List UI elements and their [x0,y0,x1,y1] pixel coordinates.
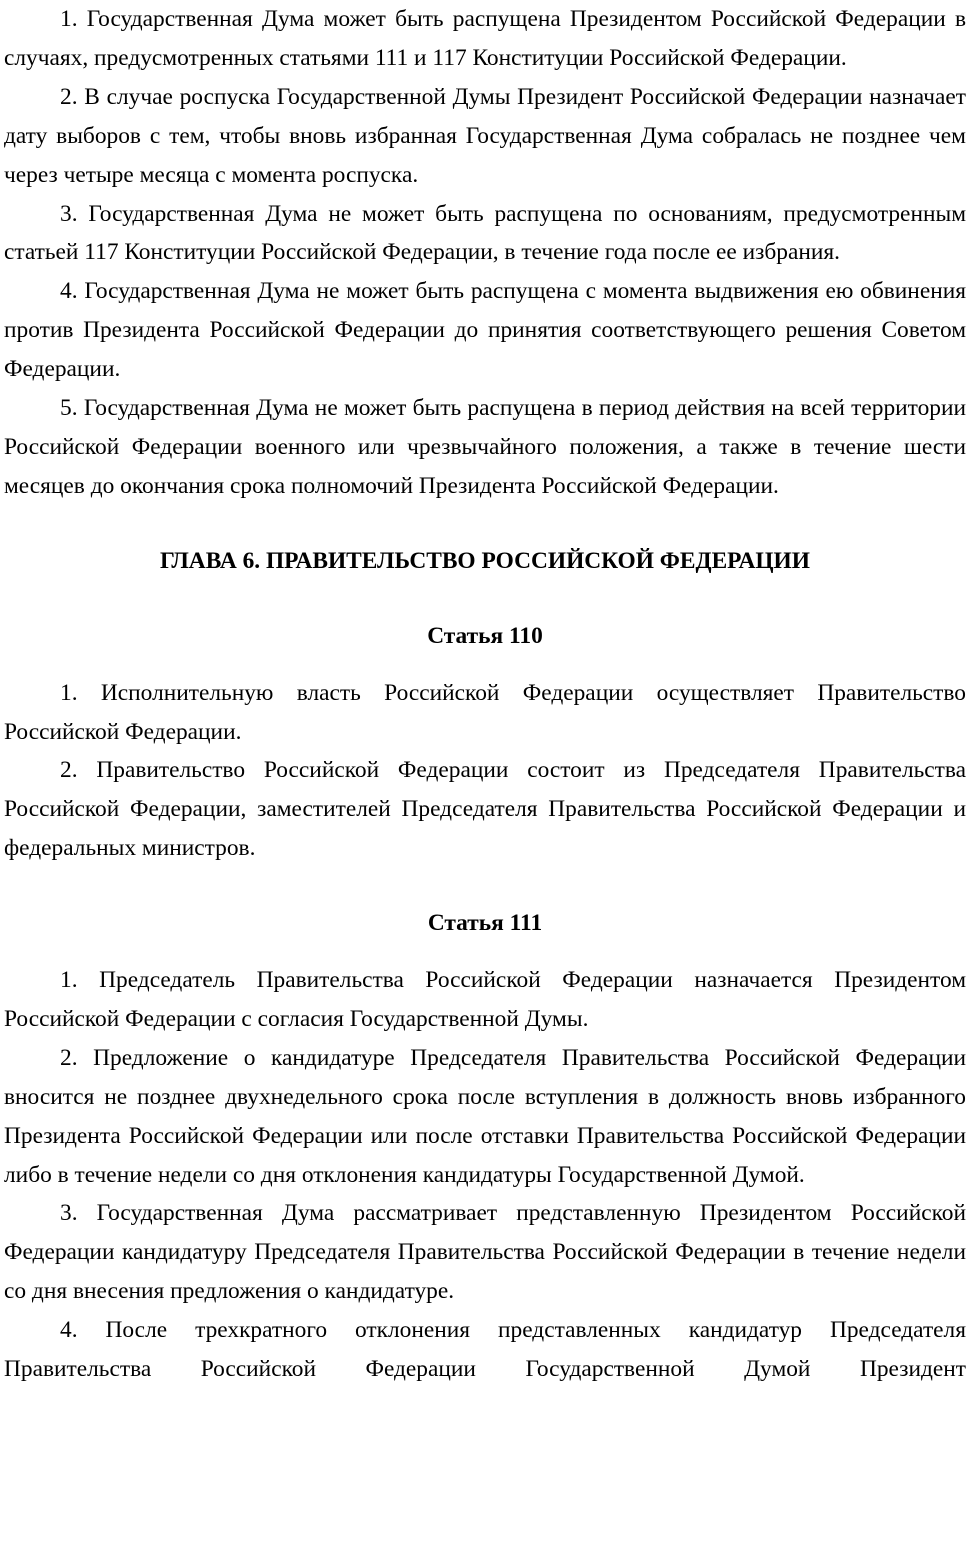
document-page [4,0,966,1389]
spacer [4,868,966,904]
article-110-paragraph-1: 1. Исполнительную власть Российской Федерации осуществляет Правительство Российской Федерации. [4,679,966,745]
chapter-heading: ГЛАВА 6. ПРАВИТЕЛЬСТВО РОССИЙСКОЙ ФЕДЕРАЦИИ [160,547,810,574]
article-111-paragraph-1: 1. Председатель Правительства Российской Федерации назначается Президентом Российской Федерации с согласия Государственной Думы. [4,967,966,1032]
article-110-paragraph-2: 2. Правительство Российской Федерации состоит из Председателя Правительства Российской Федерации, заместителей Председателя Правительства Российской Федерации и федеральных министров. [4,757,966,862]
article-111-paragraph-3: 3. Государственная Дума рассматривает представленную Президентом Российской Федерации кандидатуру Председателя Правительства Российской Федерации в течение недели со дня внесения предложения о кандидатуре. [4,1200,966,1305]
article-110-heading: Статья 110 [427,622,543,649]
spacer [4,943,966,961]
paragraph-item-5: 5. Государственная Дума не может быть распущена в период действия на всей территории Российской Федерации военного или чрезвычайного положения, а также в течение шести месяцев до окончания срока полномочий Президента Российской Федерации. [4,395,966,499]
paragraph-item-4: 4. Государственная Дума не может быть распущена с момента выдвижения ею обвинения против Президента Российской Федерации до принятия соответствующего решения Советом Федерации. [4,278,966,383]
spacer [4,506,966,542]
paragraph-item-2: 2. В случае роспуска Государственной Думы Президент Российской Федерации назначает дату выборов с тем, чтобы вновь избранная Государственная Дума собралась не позднее чем через четыре месяца с момента роспуска. [4,83,966,188]
spacer [4,656,966,674]
article-111-paragraph-4: 4. После трехкратного отклонения представленных кандидатур Председателя Правительства Российской Федерации Государственной Думой Президент [4,1317,966,1383]
paragraph-item-3: 3. Государственная Дума не может быть распущена по основаниям, предусмотренным статьей 117 Конституции Российской Федерации, в течение года после ее избрания. [4,200,966,266]
paragraph-item-1: 1. Государственная Дума может быть распущена Президентом Российской Федерации в случаях, предусмотренных статьями 111 и 117 Конституции Российской Федерации. [4,6,966,71]
spacer [4,581,966,617]
article-111-paragraph-2: 2. Предложение о кандидатуре Председателя Правительства Российской Федерации вносится не позднее двухнедельного срока после вступления в должность вновь избранного Президента Российской Федерации или после отставки Правительства Российской Федерации либо в течение недели со дня отклонения кандидатуры Государственной Думой. [4,1044,966,1188]
article-111-heading: Статья 111 [427,910,543,937]
